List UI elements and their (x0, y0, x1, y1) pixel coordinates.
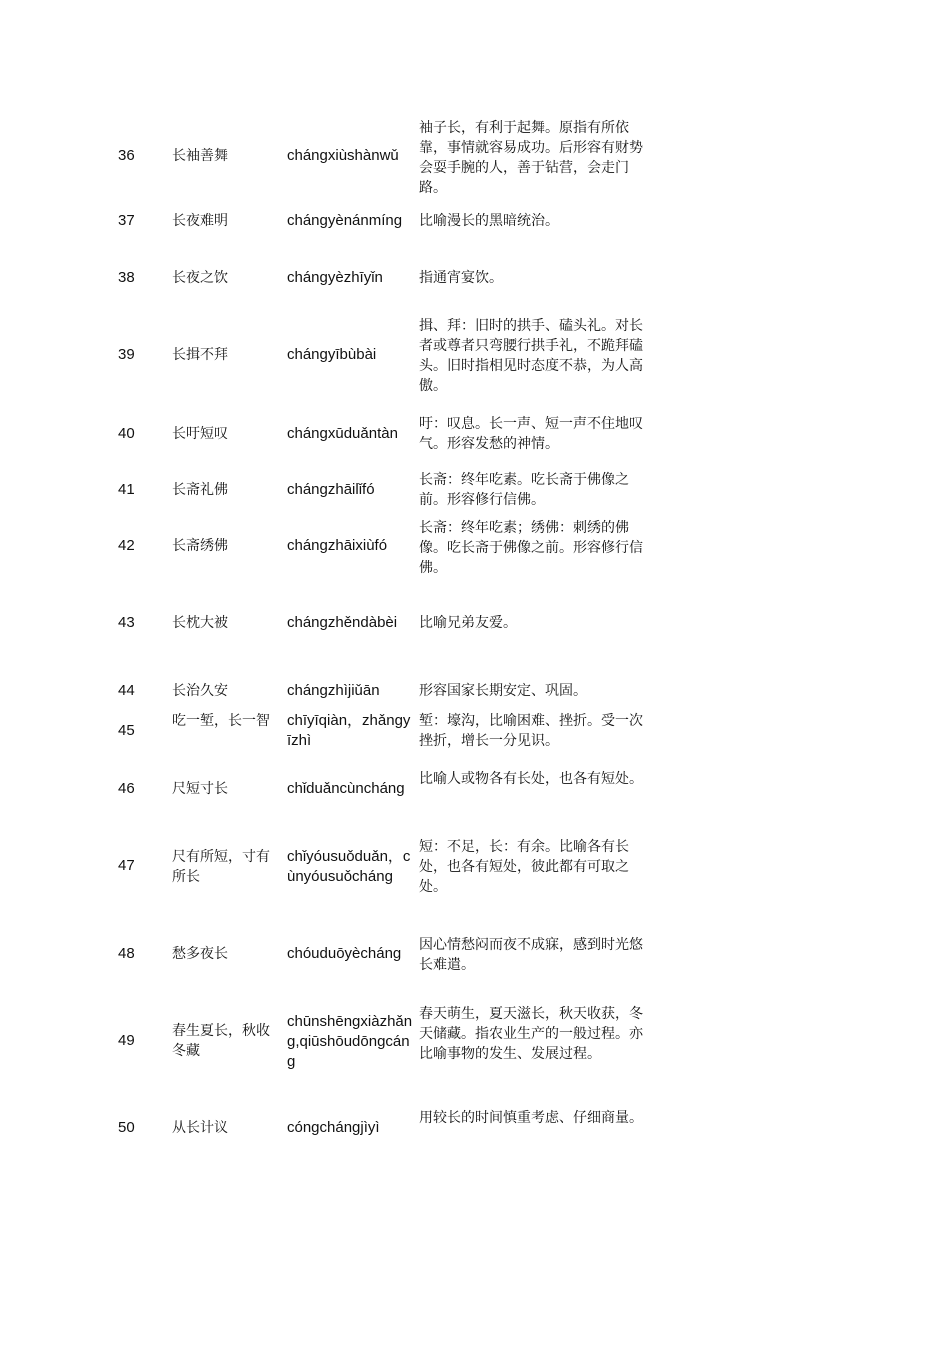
meaning-text: 用较长的时间慎重考虑、仔细商量。 (419, 1110, 643, 1126)
table-row (0, 1108, 950, 1148)
idiom-text: 吃一堑，长一智 (172, 713, 270, 729)
pinyin-text: cóngchángjìyì (287, 1119, 380, 1136)
pinyin-text: chángzhìjiǔān (287, 682, 380, 699)
meaning-text: 堑：壕沟，比喻困难、挫折。受一次挫折，增长一分见识。 (419, 713, 643, 749)
pinyin-text: chángzhěndàbèi (287, 614, 398, 631)
pinyin-text: chángzhāixiùfó (287, 537, 388, 554)
idiom-text: 愁多夜长 (172, 946, 228, 962)
row-number: 36 (118, 147, 135, 164)
pinyin-text: chángyèzhīyǐn (287, 269, 383, 286)
table-row (0, 414, 950, 454)
row-number: 46 (118, 780, 135, 797)
row-number: 37 (118, 212, 135, 229)
pinyin-text: chīyīqiàn，zhǎngyīzhì (287, 712, 411, 749)
meaning-text: 比喻漫长的黑暗统治。 (419, 213, 559, 229)
table-row (0, 1004, 950, 1084)
row-number: 39 (118, 346, 135, 363)
idiom-text: 长斋绣佛 (172, 538, 228, 554)
row-number: 43 (118, 614, 135, 631)
row-number: 42 (118, 537, 135, 554)
row-number: 45 (118, 722, 135, 739)
meaning-text: 长斋：终年吃素；绣佛：刺绣的佛像。吃长斋于佛像之前。形容修行信佛。 (419, 520, 643, 576)
pinyin-text: chángxiùshànwǔ (287, 147, 399, 164)
pinyin-text: chángzhāilǐfó (287, 481, 375, 498)
pinyin-text: chángyībùbài (287, 346, 377, 363)
row-number: 50 (118, 1119, 135, 1136)
row-number: 49 (118, 1032, 135, 1049)
meaning-text: 袖子长，有利于起舞。原指有所依靠，事情就容易成功。后形容有财势会耍手腕的人，善于钻营，会走门路。 (419, 120, 643, 196)
table-row (0, 268, 950, 288)
meaning-text: 揖、拜：旧时的拱手、磕头礼。对长者或尊者只弯腰行拱手礼，不跪拜磕头。旧时指相见时态度不恭，为人高傲。 (419, 318, 643, 394)
table-row (0, 681, 950, 701)
idiom-text: 尺有所短，寸有所长 (172, 849, 270, 885)
idiom-text: 长斋礼佛 (172, 482, 228, 498)
row-number: 47 (118, 857, 135, 874)
pinyin-text: chóuduōyècháng (287, 945, 402, 962)
idiom-text: 从长计议 (172, 1120, 228, 1136)
idiom-text: 长吁短叹 (172, 426, 228, 442)
table-row (0, 935, 950, 975)
idiom-text: 长夜难明 (172, 213, 228, 229)
idiom-text: 长揖不拜 (172, 347, 228, 363)
table-row (0, 470, 950, 510)
idiom-text: 长治久安 (172, 683, 228, 699)
row-number: 48 (118, 945, 135, 962)
row-number: 40 (118, 425, 135, 442)
idiom-text: 长枕大被 (172, 615, 228, 631)
pinyin-text: chǐduǎncùncháng (287, 780, 405, 797)
table-row (0, 211, 950, 231)
row-number: 44 (118, 682, 135, 699)
table-row (0, 837, 950, 897)
idiom-text: 春生夏长，秋收冬藏 (172, 1023, 270, 1059)
meaning-text: 比喻人或物各有长处，也各有短处。 (419, 771, 643, 787)
meaning-text: 吁：叹息。长一声、短一声不住地叹气。形容发愁的神情。 (419, 416, 643, 452)
pinyin-text: chángyènánmíng (287, 212, 403, 229)
table-row (0, 769, 950, 809)
pinyin-text: chūnshēngxiàzhǎng,qiūshōudōngcáng (287, 1013, 413, 1070)
pinyin-text: chǐyóusuǒduǎn，cùnyóusuǒcháng (287, 848, 411, 885)
table-row (0, 613, 950, 633)
meaning-text: 形容国家长期安定、巩固。 (419, 683, 587, 699)
row-number: 38 (118, 269, 135, 286)
meaning-text: 因心情愁闷而夜不成寐，感到时光悠长难遣。 (419, 937, 643, 973)
table-row (0, 118, 950, 198)
meaning-text: 春天萌生，夏天滋长，秋天收获，冬天储藏。指农业生产的一般过程。亦比喻事物的发生、发展过程。 (419, 1006, 643, 1062)
meaning-text: 比喻兄弟友爱。 (419, 615, 517, 631)
idiom-text: 长夜之饮 (172, 270, 228, 286)
pinyin-text: chángxūduǎntàn (287, 425, 398, 442)
idiom-text: 长袖善舞 (172, 148, 228, 164)
meaning-text: 短：不足，长：有余。比喻各有长处，也各有短处，彼此都有可取之处。 (419, 839, 629, 895)
table-row (0, 518, 950, 578)
table-row (0, 711, 950, 751)
table-row (0, 316, 950, 396)
idiom-text: 尺短寸长 (172, 781, 228, 797)
row-number: 41 (118, 481, 135, 498)
meaning-text: 指通宵宴饮。 (419, 270, 503, 286)
meaning-text: 长斋：终年吃素。吃长斋于佛像之前。形容修行信佛。 (419, 472, 629, 508)
